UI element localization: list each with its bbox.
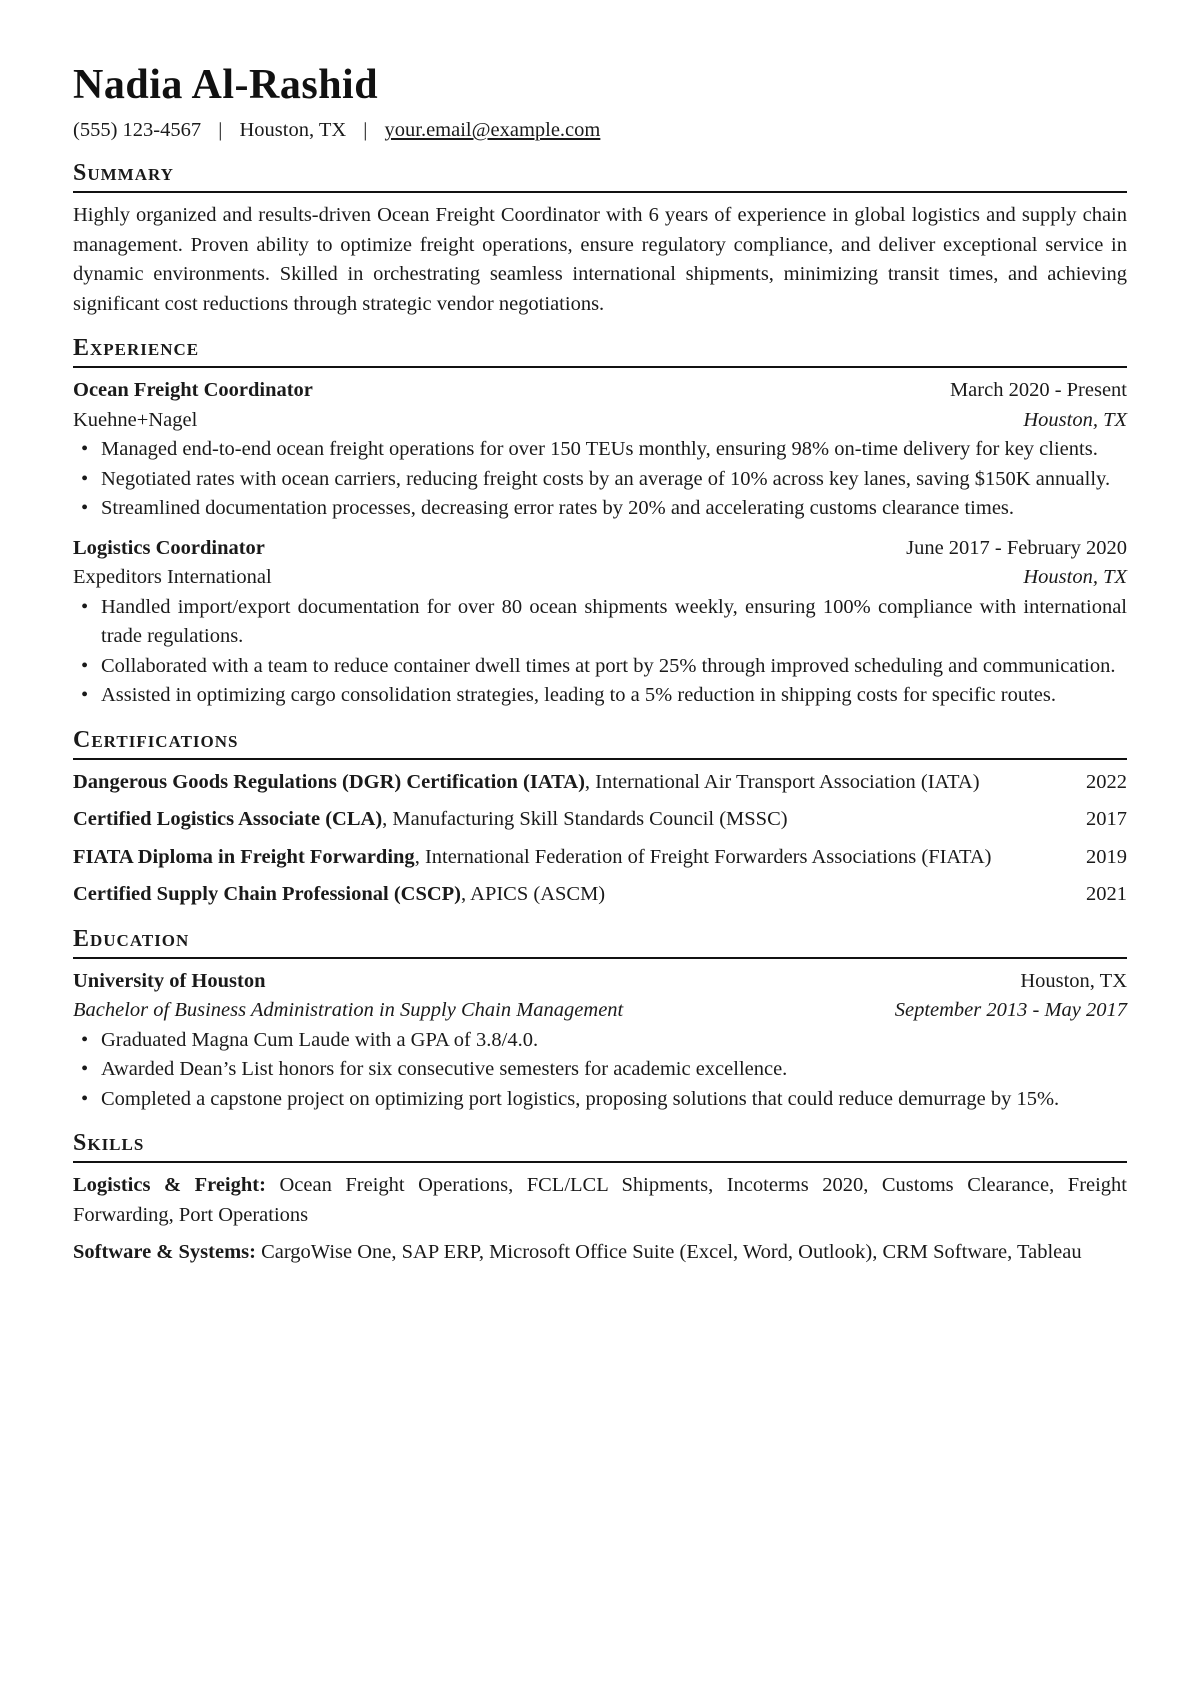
job-location: Houston, TX (1023, 408, 1127, 431)
contact-line (73, 116, 1127, 144)
comma-separator: , (584, 770, 596, 793)
education-bullet-list (73, 1026, 1127, 1115)
bullet-icon: • (81, 497, 89, 519)
bullet-text: Assisted in optimizing cargo consolidation strategies, leading to a 5% reduction in shipping costs for specific routes. (101, 684, 1056, 706)
experience-entry (73, 376, 1127, 524)
resume-page (73, 60, 1127, 1276)
certifications-section (73, 725, 1127, 910)
skill-group (73, 1171, 1127, 1230)
certification-issuer: APICS (ASCM) (470, 883, 606, 905)
bullet-icon: • (81, 1028, 89, 1051)
certification-year: 2017 (1086, 808, 1127, 830)
section-heading-experience: Experience (73, 333, 1127, 368)
skill-category: Software & Systems: (73, 1241, 256, 1263)
company-name: Kuehne+Nagel (73, 408, 198, 431)
education-entry (73, 967, 1127, 1115)
certification-entry (73, 768, 1127, 798)
job-title: Logistics Coordinator (73, 536, 265, 559)
section-heading-education: Education (73, 924, 1127, 959)
job-bullet-list (73, 593, 1127, 711)
summary-text: Highly organized and results-driven Ocean Freight Coordinator with 6 years of experience in global logistics and supply chain management. Proven ability to optimize freight operations, ensure regulatory compliance, and deliver exceptional service in dynamic environments. Skilled in orchestrating seamless international shipments, minimizing transit times, and achieving significant cost reductions through strategic vendor negotiations. (73, 204, 1127, 315)
bullet-text: Handled import/export documentation for over 80 ocean shipments weekly, ensuring 100% compliance with international trade regulations. (101, 595, 1127, 647)
list-item (73, 1055, 1127, 1085)
contact-separator: | (363, 119, 368, 141)
section-heading-certifications: Certifications (73, 725, 1127, 760)
list-item (73, 593, 1127, 652)
comma-separator: , (414, 845, 425, 868)
resume-header (73, 60, 1127, 144)
school-location: Houston, TX (1020, 969, 1127, 992)
email-link[interactable]: your.email@example.com (384, 119, 601, 141)
certification-name: Certified Logistics Associate (CLA) (73, 808, 383, 830)
skills-section (73, 1128, 1127, 1268)
certification-issuer: International Federation of Freight Forwarders Associations (FIATA) (424, 845, 992, 868)
bullet-icon: • (81, 595, 89, 618)
certification-issuer: International Air Transport Association (IATA) (595, 770, 980, 793)
bullet-icon: • (81, 1087, 89, 1110)
candidate-name: Nadia Al-Rashid (73, 62, 379, 108)
contact-separator: | (218, 119, 223, 141)
certification-name: FIATA Diploma in Freight Forwarding (73, 845, 415, 868)
education-dates: September 2013 - May 2017 (894, 999, 1127, 1021)
skill-values: Ocean Freight Operations, FCL/LCL Shipments, Incoterms 2020, Customs Clearance, Freight Forwarding, Port Operations (73, 1174, 1128, 1226)
section-heading-skills: Skills (73, 1128, 1127, 1163)
bullet-text: Awarded Dean’s List honors for six consecutive semesters for academic excellence. (101, 1058, 788, 1080)
certification-name: Dangerous Goods Regulations (DGR) Certification (IATA) (73, 770, 585, 793)
job-dates: June 2017 - February 2020 (906, 536, 1127, 559)
experience-section (73, 333, 1127, 711)
experience-entry (73, 534, 1127, 711)
list-item (73, 465, 1127, 495)
degree-name: Bachelor of Business Administration in Supply Chain Management (73, 999, 624, 1021)
list-item (73, 494, 1127, 524)
certification-entry (73, 843, 1127, 873)
certification-year: 2019 (1086, 845, 1127, 868)
job-dates: March 2020 - Present (949, 379, 1127, 401)
bullet-icon: • (81, 1058, 89, 1080)
bullet-text: Negotiated rates with ocean carriers, reducing freight costs by an average of 10% across key lanes, saving $150K annually. (101, 467, 1111, 490)
bullet-text: Streamlined documentation processes, decreasing error rates by 20% and accelerating customs clearance times. (101, 497, 1015, 519)
job-title: Ocean Freight Coordinator (73, 379, 313, 401)
bullet-text: Graduated Magna Cum Laude with a GPA of 3.8/4.0. (101, 1028, 539, 1051)
certification-entry (73, 880, 1127, 910)
list-item (73, 1085, 1127, 1115)
job-location: Houston, TX (1023, 566, 1127, 588)
list-item (73, 435, 1127, 465)
location: Houston, TX (239, 119, 347, 141)
school-name: University of Houston (73, 969, 266, 992)
bullet-text: Collaborated with a team to reduce container dwell times at port by 25% through improved scheduling and communication. (101, 654, 1116, 677)
certification-year: 2022 (1086, 770, 1127, 793)
skill-values: CargoWise One, SAP ERP, Microsoft Office Suite (Excel, Word, Outlook), CRM Software, Tableau (261, 1241, 1082, 1263)
bullet-text: Completed a capstone project on optimizing port logistics, proposing solutions that could reduce demurrage by 15%. (101, 1087, 1060, 1110)
job-bullet-list (73, 435, 1127, 524)
certification-year: 2021 (1086, 883, 1127, 905)
section-heading-summary: Summary (73, 158, 1127, 193)
certification-entry (73, 805, 1127, 835)
comma-separator: , (382, 808, 393, 830)
comma-separator: , (461, 883, 471, 905)
bullet-icon: • (81, 467, 89, 490)
certification-name: Certified Supply Chain Professional (CSCP) (73, 883, 462, 905)
bullet-text: Managed end-to-end ocean freight operations for over 150 TEUs monthly, ensuring 98% on-time delivery for key clients. (101, 438, 1098, 460)
bullet-icon: • (81, 684, 89, 706)
certification-issuer: Manufacturing Skill Standards Council (MSSC) (392, 808, 788, 830)
company-name: Expeditors International (73, 566, 272, 588)
list-item (73, 681, 1127, 711)
summary-section (73, 158, 1127, 319)
list-item (73, 652, 1127, 682)
skill-category: Logistics & Freight: (73, 1174, 266, 1196)
phone-number: (555) 123-4567 (73, 119, 202, 141)
bullet-icon: • (81, 654, 89, 677)
list-item (73, 1026, 1127, 1056)
education-section (73, 924, 1127, 1115)
bullet-icon: • (81, 438, 89, 460)
skill-group (73, 1238, 1127, 1268)
